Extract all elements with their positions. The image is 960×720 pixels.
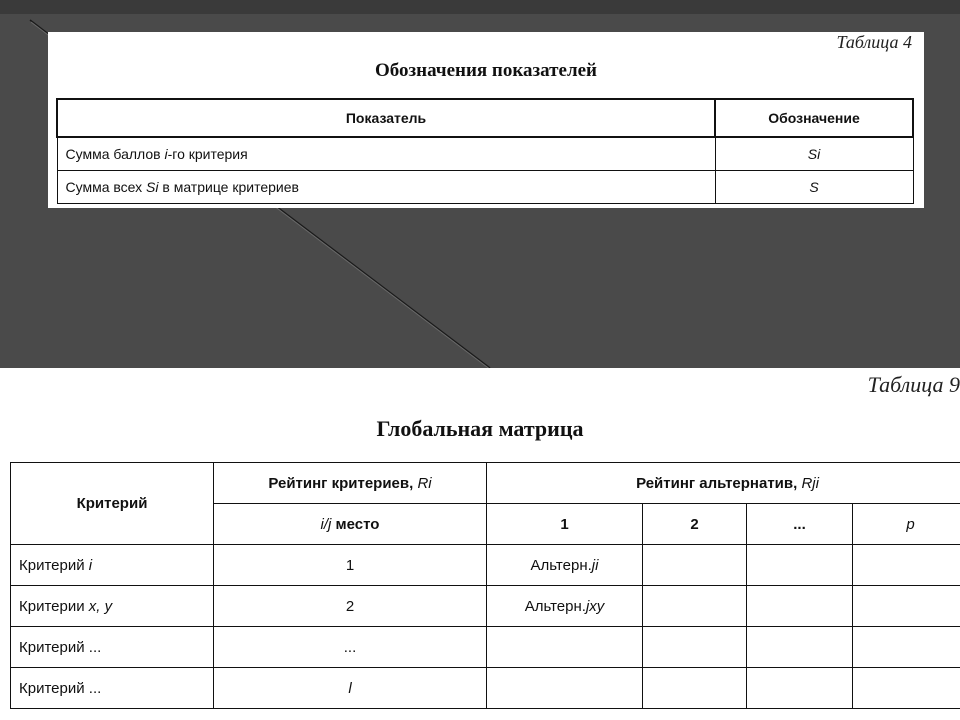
table9-alt-column-header [853,504,960,545]
table9-rating-cell [214,627,487,668]
table-row [11,668,960,709]
table-row [57,171,913,204]
table9-rating-cell [214,668,487,709]
text-part: i [164,146,168,162]
table4-card [48,32,924,208]
table9-title: Глобальная матрица [376,416,584,441]
text-part: Рейтинг критериев, [268,474,418,492]
table9-criterion-cell [11,545,214,586]
table4-symbol-cell [715,137,913,171]
text-part: i/j [320,515,332,533]
text-part: Критерий ... [19,638,102,656]
table9-alt-column-header [487,504,643,545]
text-part: Сумма всех [65,179,147,195]
text-part: место [331,515,380,533]
text-part: 1 [560,515,569,533]
text-part: ji [591,556,599,574]
table9-alternative-cell [747,586,853,627]
table9-criterion-cell [11,627,214,668]
text-part: Rji [801,474,819,492]
table-row [11,627,960,668]
text-part: i [88,556,93,574]
table9-alternative-cell [643,668,747,709]
table9-criterion-cell [11,668,214,709]
table9-alternative-cell [853,627,960,668]
table-row [11,586,960,627]
table4-header-symbol: Обозначение [715,99,913,137]
table9-header-rating-criteria [214,463,487,504]
table9-alternative-cell [487,627,643,668]
table9-rating-cell [214,545,487,586]
table9-criterion-cell [11,586,214,627]
table9-header-rating-alternatives [487,463,960,504]
table4-indicator-cell [57,171,715,204]
symbol-text: Si [807,146,821,162]
text-part: p [906,515,915,533]
table9-number: Таблица 9 [867,372,960,397]
text-part: jxy [585,597,605,615]
table9-header-row [11,463,960,504]
text-part: Альтерн. [530,556,592,574]
symbol-text: S [809,179,819,195]
table9-alternative-cell [643,545,747,586]
table9-rating-cell [214,586,487,627]
table9-alternative-cell [853,668,960,709]
table9-card [0,368,960,720]
table-row [11,545,960,586]
text-part: -го критерия [167,146,248,162]
table9-alternative-cell [487,545,643,586]
table9-alternative-cell [853,545,960,586]
table9-alternative-cell [643,586,747,627]
table-row [57,137,913,171]
text-part: Ri [417,474,432,492]
table9-alternative-cell [747,627,853,668]
table9-alt-column-header [747,504,853,545]
table9-header-criterion: Критерий [11,463,214,545]
table9-alternative-cell [643,627,747,668]
table4-header-row [57,99,913,137]
table4-header-indicator: Показатель [57,99,715,137]
text-part: x, y [88,597,113,615]
table9-alternative-cell [747,668,853,709]
text-part: Критерий [19,556,89,574]
table9-alternative-cell [853,586,960,627]
table9-alt-column-header [643,504,747,545]
table9-alternative-cell [487,668,643,709]
table4-number: Таблица 4 [836,32,912,52]
table4-title: Обозначения показателей [375,60,597,81]
table9-global-matrix [10,462,960,709]
table9-subheader-place [214,504,487,545]
text-part: Альтерн. [524,597,586,615]
text-part: Рейтинг альтернатив, [636,474,802,492]
text-part: Si [146,179,159,195]
table9-alternative-cell [487,586,643,627]
text-part: Критерии [19,597,89,615]
text-part: ... [343,638,357,656]
text-part: 2 [690,515,699,533]
table4-indicator-cell [57,137,715,171]
text-part: Критерий ... [19,679,102,697]
table9-alternative-cell [747,545,853,586]
table4-symbol-cell [715,171,913,204]
text-part: 1 [345,556,355,574]
text-part: l [348,679,352,697]
text-part: ... [793,515,806,533]
table4 [56,98,914,204]
text-part: Сумма баллов [65,146,165,162]
text-part: 2 [345,597,355,615]
text-part: в матрице критериев [158,179,299,195]
